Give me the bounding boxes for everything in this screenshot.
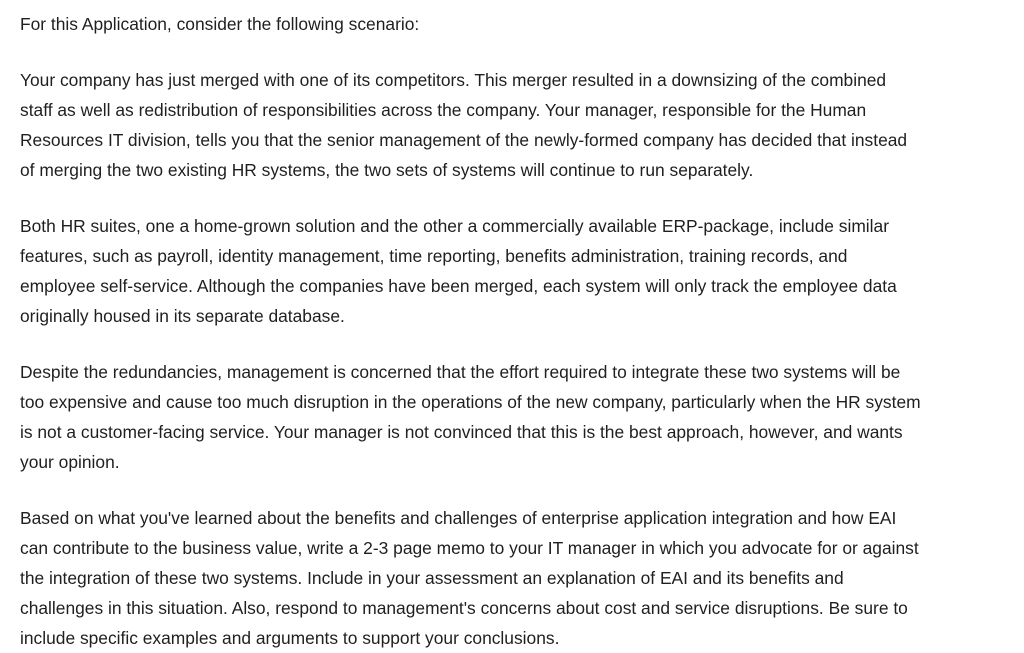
paragraph-merger-scenario: [20, 65, 1010, 185]
paragraph-line: employee self-service. Although the companies have been merged, each system will only track the employee data: [20, 276, 897, 296]
paragraph-memo-instructions: [20, 503, 1010, 653]
intro-line: For this Application, consider the following scenario:: [20, 14, 420, 34]
paragraph-line: Based on what you've learned about the benefits and challenges of enterprise application integration and how EAI: [20, 508, 897, 528]
paragraph-line: staff as well as redistribution of responsibilities across the company. Your manager, responsible for the Human: [20, 100, 867, 120]
paragraph-line: challenges in this situation. Also, respond to management's concerns about cost and service disruptions. Be sure to: [20, 598, 908, 618]
paragraph-line: include specific examples and arguments to support your conclusions.: [20, 628, 560, 648]
paragraph-line: your opinion.: [20, 452, 120, 472]
paragraph-line: is not a customer-facing service. Your manager is not convinced that this is the best approach, however, and wants: [20, 422, 903, 442]
paragraph-line: of merging the two existing HR systems, the two sets of systems will continue to run separately.: [20, 160, 754, 180]
assignment-document: [20, 9, 1010, 653]
paragraph-line: Both HR suites, one a home-grown solution and the other a commercially available ERP-package, include similar: [20, 216, 889, 236]
paragraph-line: features, such as payroll, identity management, time reporting, benefits administration, training records, and: [20, 246, 848, 266]
paragraph-line: Resources IT division, tells you that the senior management of the newly-formed company has decided that instead: [20, 130, 908, 150]
paragraph-line: the integration of these two systems. Include in your assessment an explanation of EAI and its benefits and: [20, 568, 844, 588]
paragraph-hr-suites: [20, 211, 1010, 331]
paragraph-management-concerns: [20, 357, 1010, 477]
paragraph-line: Despite the redundancies, management is concerned that the effort required to integrate these two systems will be: [20, 362, 901, 382]
paragraph-line: too expensive and cause too much disruption in the operations of the new company, particularly when the HR system: [20, 392, 921, 412]
paragraph-line: Your company has just merged with one of its competitors. This merger resulted in a downsizing of the combined: [20, 70, 887, 90]
paragraph-line: can contribute to the business value, write a 2-3 page memo to your IT manager in which you advocate for or against: [20, 538, 919, 558]
paragraph-line: originally housed in its separate database.: [20, 306, 345, 326]
